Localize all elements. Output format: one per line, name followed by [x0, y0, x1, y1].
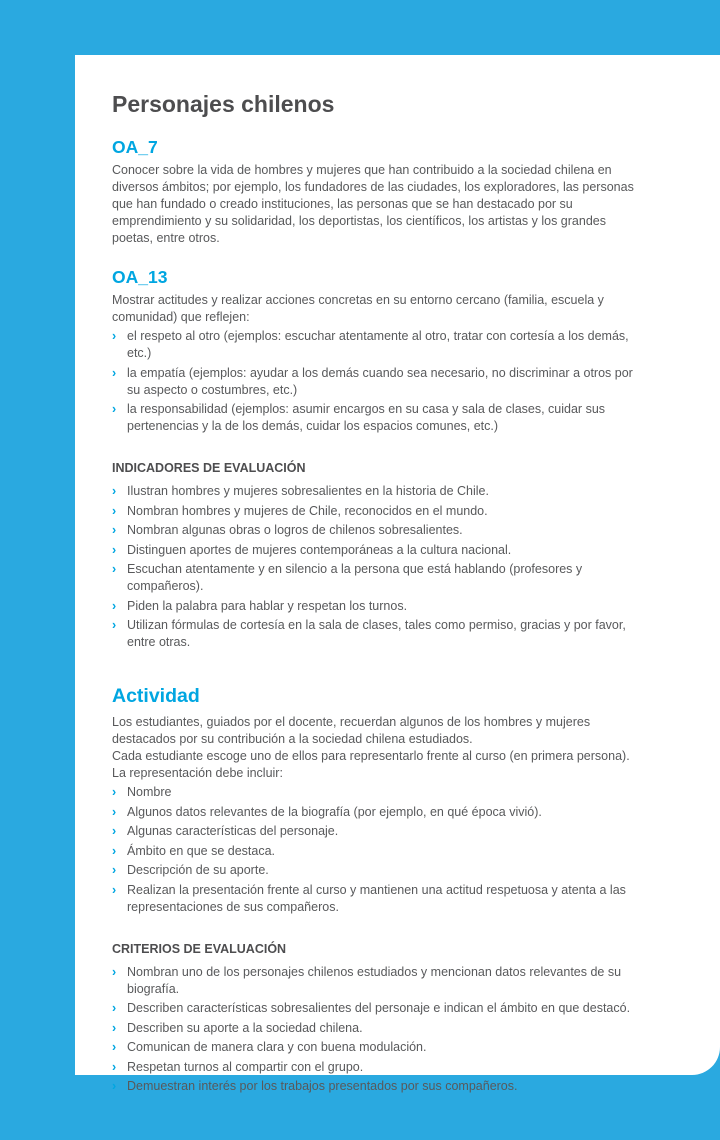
list-item-text: Describen características sobresalientes del personaje e indican el ámbito en que destacó.: [127, 1001, 631, 1015]
page-title: Personajes chilenos: [112, 91, 335, 117]
oa7-heading: OA_7: [112, 137, 158, 157]
list-item-text: Nombre: [127, 785, 172, 799]
list-item: [112, 401, 642, 435]
list-item-text: Descripción de su aporte.: [127, 863, 269, 877]
document-page: [75, 55, 720, 1093]
list-item: [112, 804, 642, 821]
section-oa7: [112, 137, 642, 247]
indicadores-heading: INDICADORES DE EVALUACIÓN: [112, 461, 306, 475]
list-item: [112, 1059, 642, 1076]
list-item: [112, 882, 642, 916]
bullet-chevron-icon: ›: [112, 1079, 117, 1093]
list-item-text: el respeto al otro (ejemplos: escuchar atentamente al otro, tratar con cortesía a los demás, etc.): [127, 329, 629, 360]
criterios-bullet-list: [112, 964, 642, 1096]
list-item: [112, 1078, 642, 1095]
actividad-paragraph-1: Los estudiantes, guiados por el docente, recuerdan algunos de los hombres y mujeres destacados por su contribución a la sociedad chilena estudiados.: [112, 715, 591, 746]
list-item-text: Nombran uno de los personajes chilenos estudiados y mencionan datos relevantes de su biografía.: [127, 964, 622, 996]
oa7-body: Conocer sobre la vida de hombres y mujeres que han contribuido a la sociedad chilena en diversos ámbitos; por ejemplo, los fundadores de las ciudades, los exploradores, las personas que han fundado o creado instituciones, las personas que se han destacado por su emprendimiento y su solidaridad, los deportistas, los científicos, los artistas y los grandes poetas, entre otros.: [112, 163, 634, 245]
oa13-bullet-list: [112, 328, 642, 435]
list-item: [112, 1000, 642, 1017]
bullet-chevron-icon: ›: [112, 863, 117, 877]
section-indicadores: [112, 461, 642, 651]
list-item: [112, 1020, 642, 1037]
list-item-text: la responsabilidad (ejemplos: asumir encargos en su casa y sala de clases, cuidar sus pertenencias y la de los demás, cuidar los espacios comunes, etc.): [127, 402, 606, 433]
bullet-chevron-icon: ›: [112, 804, 117, 819]
bullet-chevron-icon: ›: [112, 843, 117, 858]
list-item: [112, 365, 642, 399]
bullet-chevron-icon: ›: [112, 1001, 117, 1015]
bullet-chevron-icon: ›: [112, 503, 117, 518]
list-item-text: Algunos datos relevantes de la biografía (por ejemplo, en qué época vivió).: [127, 804, 542, 819]
bullet-chevron-icon: ›: [112, 329, 117, 343]
list-item: [112, 561, 642, 595]
actividad-bullet-list: [112, 784, 642, 916]
list-item: [112, 328, 642, 362]
list-item: [112, 843, 642, 860]
criterios-heading: CRITERIOS DE EVALUACIÓN: [112, 941, 287, 956]
list-item-text: Nombran hombres y mujeres de Chile, reconocidos en el mundo.: [127, 503, 488, 518]
bullet-chevron-icon: ›: [112, 1040, 117, 1054]
list-item: [112, 483, 642, 500]
list-item-text: Respetan turnos al compartir con el grupo.: [127, 1059, 364, 1074]
list-item: [112, 964, 642, 998]
oa13-intro: Mostrar actitudes y realizar acciones concretas en su entorno cercano (familia, escuela y comunidad) que reflejen:: [112, 293, 604, 324]
bullet-chevron-icon: ›: [112, 484, 117, 498]
bullet-chevron-icon: ›: [112, 785, 117, 799]
list-item: [112, 784, 642, 801]
list-item-text: Nombran algunas obras o logros de chilenos sobresalientes.: [127, 523, 463, 537]
bullet-chevron-icon: ›: [112, 882, 117, 897]
list-item-text: Piden la palabra para hablar y respetan los turnos.: [127, 598, 408, 613]
list-item-text: Distinguen aportes de mujeres contemporáneas a la cultura nacional.: [127, 542, 512, 557]
list-item: [112, 522, 642, 539]
bullet-chevron-icon: ›: [112, 618, 117, 632]
section-criterios: [112, 942, 642, 1096]
list-item-text: Ilustran hombres y mujeres sobresalientes en la historia de Chile.: [127, 484, 489, 498]
bullet-chevron-icon: ›: [112, 562, 117, 576]
list-item: [112, 542, 642, 559]
bullet-chevron-icon: ›: [112, 523, 117, 537]
list-item-text: Ámbito en que se destaca.: [127, 843, 276, 858]
bullet-chevron-icon: ›: [112, 365, 117, 380]
bullet-chevron-icon: ›: [112, 598, 117, 613]
bullet-chevron-icon: ›: [112, 824, 117, 838]
bullet-chevron-icon: ›: [112, 542, 117, 557]
page-content: [75, 55, 720, 1095]
bullet-chevron-icon: ›: [112, 1020, 117, 1035]
list-item-text: Realizan la presentación frente al curso y mantienen una actitud respetuosa y atenta a las representaciones de sus compañeros.: [127, 882, 626, 914]
actividad-paragraph-2: Cada estudiante escoge uno de ellos para representarlo frente al curso (en primera persona).: [112, 749, 630, 763]
bullet-chevron-icon: ›: [112, 1059, 117, 1074]
list-item: [112, 617, 642, 651]
section-actividad: [112, 685, 642, 916]
list-item-text: Demuestran interés por los trabajos presentados por sus compañeros.: [127, 1079, 518, 1093]
list-item-text: Algunas características del personaje.: [127, 824, 339, 838]
list-item-text: Escuchan atentamente y en silencio a la persona que está hablando (profesores y compañeros).: [127, 562, 583, 593]
list-item-text: la empatía (ejemplos: ayudar a los demás cuando sea necesario, no discriminar a otros por su aspecto o costumbres, etc.): [127, 365, 633, 397]
actividad-heading: Actividad: [112, 685, 200, 707]
list-item: [112, 862, 642, 879]
list-item-text: Comunican de manera clara y con buena modulación.: [127, 1040, 427, 1054]
actividad-paragraph-3: La representación debe incluir:: [112, 766, 283, 780]
list-item: [112, 1039, 642, 1056]
list-item: [112, 503, 642, 520]
bullet-chevron-icon: ›: [112, 402, 117, 416]
list-item-text: Describen su aporte a la sociedad chilena.: [127, 1020, 363, 1035]
list-item-text: Utilizan fórmulas de cortesía en la sala de clases, tales como permiso, gracias y por favor, entre otras.: [127, 618, 626, 649]
list-item: [112, 823, 642, 840]
section-oa13: [112, 267, 642, 435]
oa13-heading: OA_13: [112, 267, 168, 287]
list-item: [112, 598, 642, 615]
bullet-chevron-icon: ›: [112, 964, 117, 979]
indicadores-bullet-list: [112, 483, 642, 651]
